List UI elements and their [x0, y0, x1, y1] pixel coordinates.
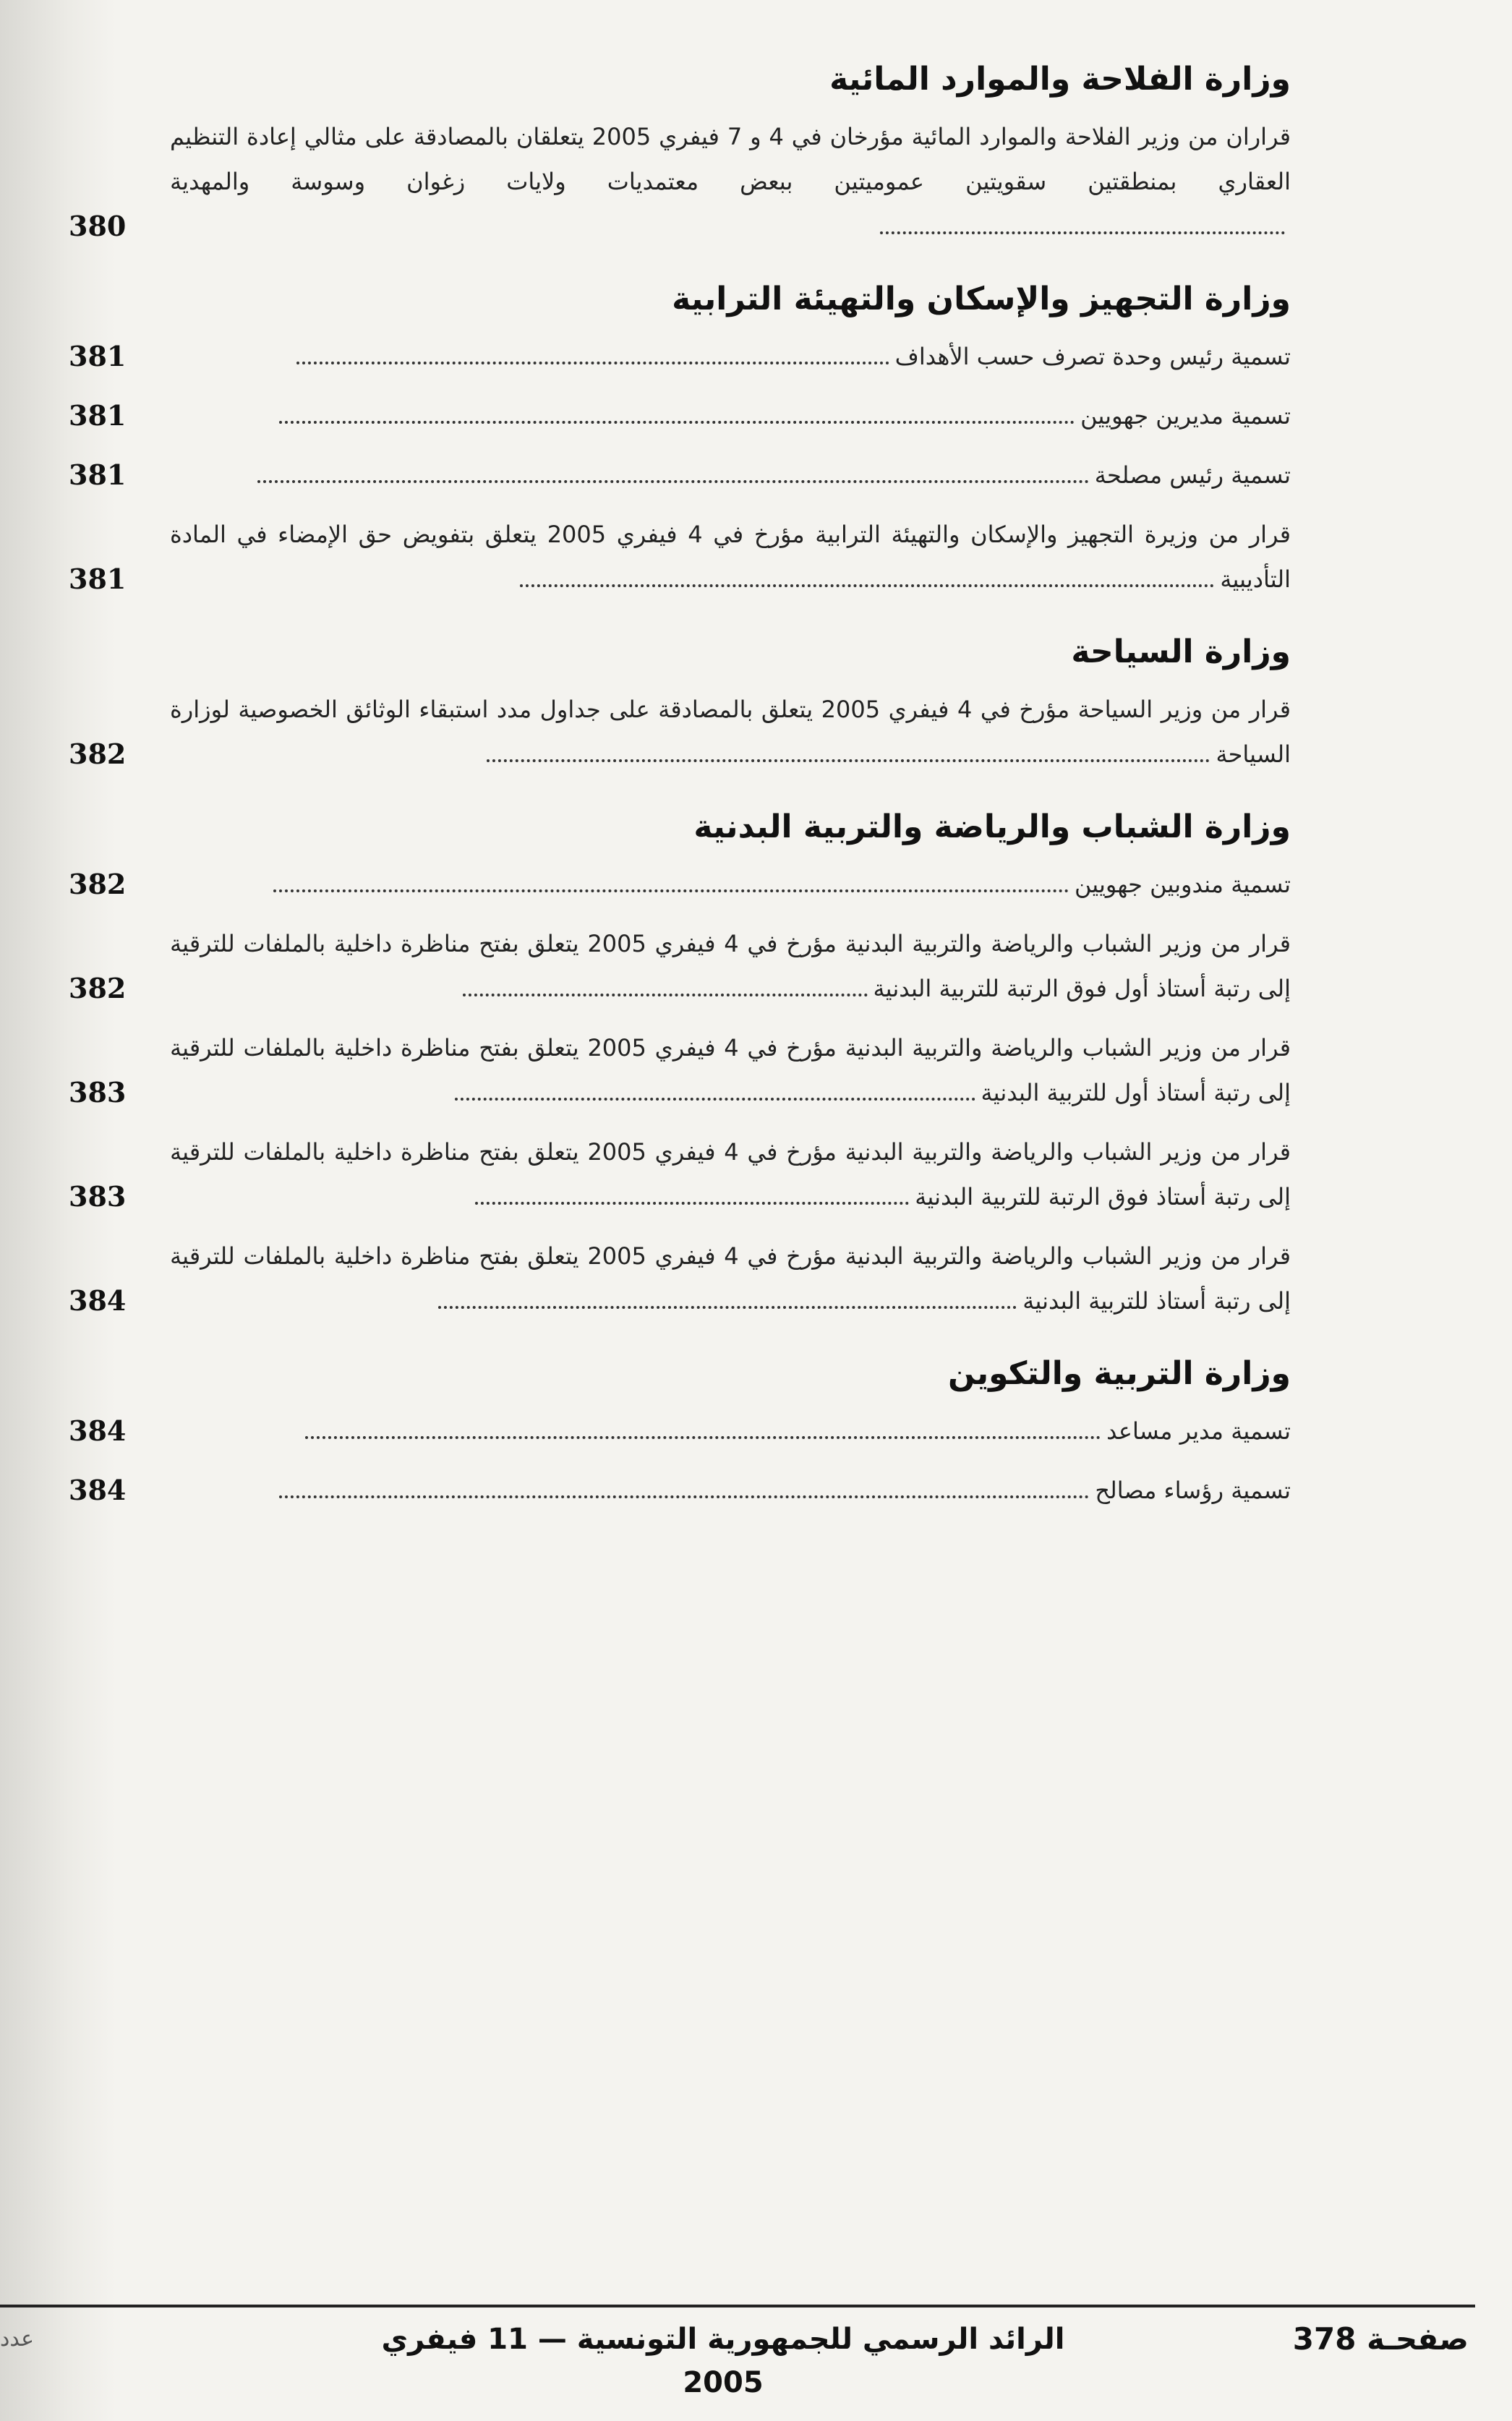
- dot-leader: [475, 1200, 909, 1205]
- toc-entry: [69, 921, 1291, 1011]
- journal-footer: الرائد الرسمي للجمهورية التونسية — 11 فيفري 2005: [381, 2323, 1065, 2399]
- dot-leader: [279, 1494, 1089, 1498]
- entry-text: قرار من وزير الشباب والرياضة والتربية البدنية مؤرخ في 4 فيفري 2005 يتعلق بفتح مناظرة داخلية بالملفات للترقية إلى رتبة أستاذ للتربية البدنية: [170, 1242, 1291, 1315]
- toc-entry: [69, 862, 1291, 907]
- section-title: وزارة التجهيز والإسكان والتهيئة الترابية: [672, 281, 1291, 317]
- toc-entry: [69, 114, 1291, 249]
- dot-leader: [463, 992, 868, 996]
- section-title: وزارة التربية والتكوين: [947, 1355, 1291, 1392]
- dot-leader: [279, 419, 1075, 424]
- entry-text: تسمية رئيس وحدة تصرف حسب الأهداف: [894, 343, 1291, 370]
- dot-leader: [438, 1305, 1017, 1309]
- toc-entry: [69, 1409, 1291, 1453]
- dot-leader: [296, 360, 889, 364]
- table-of-contents: [69, 51, 1291, 1534]
- footer-rule: [0, 2305, 1475, 2307]
- page-number: 380: [69, 210, 127, 242]
- dot-leader: [487, 758, 1210, 762]
- page-number: 384: [69, 1284, 127, 1317]
- page-number: 381: [69, 563, 127, 595]
- entry-text: تسمية مديرين جهويين: [1080, 402, 1291, 430]
- page-number: 382: [69, 972, 127, 1004]
- page-number: 381: [69, 340, 127, 372]
- entry-text: قراران من وزير الفلاحة والموارد المائية مؤرخان في 4 و 7 فيفري 2005 يتعلقان بالمصادقة على مثالي إعادة التنظيم العقاري بمنطقتين سقويتين عموميتين ببعض معتمديات ولايات زغوان وسوسة والمهدية: [170, 123, 1291, 195]
- entry-text: قرار من وزير السياحة مؤرخ في 4 فيفري 2005 يتعلق بالمصادقة على جداول مدد استبقاء الوثائق الخصوصية لوزارة السياحة: [170, 696, 1291, 768]
- toc-entry: [69, 1025, 1291, 1115]
- page-number: 383: [69, 1180, 127, 1213]
- entry-text: تسمية رؤساء مصالح: [1095, 1477, 1291, 1504]
- page-number: 382: [69, 868, 127, 900]
- toc-entry: [69, 334, 1291, 379]
- toc-entry: [69, 512, 1291, 602]
- page-number: 384: [69, 1414, 127, 1447]
- page-number: 382: [69, 738, 127, 770]
- section-title: وزارة الشباب والرياضة والتربية البدنية: [693, 808, 1291, 845]
- dot-leader: [520, 583, 1214, 587]
- section-tourism: [69, 623, 1291, 777]
- section-agriculture: [69, 51, 1291, 249]
- dot-leader: [273, 888, 1069, 892]
- dot-leader: [455, 1096, 975, 1101]
- page-number: 383: [69, 1076, 127, 1109]
- entry-text: قرار من وزير الشباب والرياضة والتربية البدنية مؤرخ في 4 فيفري 2005 يتعلق بفتح مناظرة داخلية بالملفات للترقية إلى رتبة أستاذ فوق الرتبة للتربية البدنية: [170, 1138, 1291, 1210]
- section-title: وزارة السياحة: [1071, 633, 1291, 670]
- dot-leader: [257, 479, 1089, 483]
- section-youth-sports: [69, 798, 1291, 1323]
- dot-leader: [880, 230, 1285, 234]
- toc-entry: [69, 687, 1291, 777]
- entry-text: قرار من وزير الشباب والرياضة والتربية البدنية مؤرخ في 4 فيفري 2005 يتعلق بفتح مناظرة داخلية بالملفات للترقية إلى رتبة أستاذ أول للتربية البدنية: [170, 1034, 1291, 1106]
- dot-leader: [305, 1435, 1101, 1439]
- entry-text: تسمية رئيس مصلحة: [1094, 461, 1291, 489]
- section-title: وزارة الفلاحة والموارد المائية: [829, 61, 1291, 98]
- section-equipment-housing: [69, 270, 1291, 602]
- toc-entry: [69, 453, 1291, 498]
- entry-text: قرار من وزير الشباب والرياضة والتربية البدنية مؤرخ في 4 فيفري 2005 يتعلق بفتح مناظرة داخلية بالملفات للترقية إلى رتبة أستاذ أول فوق الرتبة للتربية البدنية: [170, 930, 1291, 1002]
- page-number: 381: [69, 458, 127, 491]
- toc-entry: [69, 1234, 1291, 1323]
- issue-label: عدد: [0, 2326, 35, 2352]
- page-number: 381: [69, 399, 127, 432]
- entry-text: قرار من وزيرة التجهيز والإسكان والتهيئة الترابية مؤرخ في 4 فيفري 2005 يتعلق بتفويض حق الإمضاء في المادة التأديبية: [170, 521, 1291, 593]
- page-number: 384: [69, 1474, 127, 1506]
- section-education-training: [69, 1345, 1291, 1513]
- toc-entry: [69, 393, 1291, 438]
- entry-text: تسمية مندوبين جهويين: [1074, 871, 1291, 898]
- toc-entry: [69, 1468, 1291, 1513]
- toc-entry: [69, 1130, 1291, 1219]
- entry-text: تسمية مدير مساعد: [1106, 1417, 1291, 1445]
- page-label: صفحـة 378: [1292, 2321, 1469, 2357]
